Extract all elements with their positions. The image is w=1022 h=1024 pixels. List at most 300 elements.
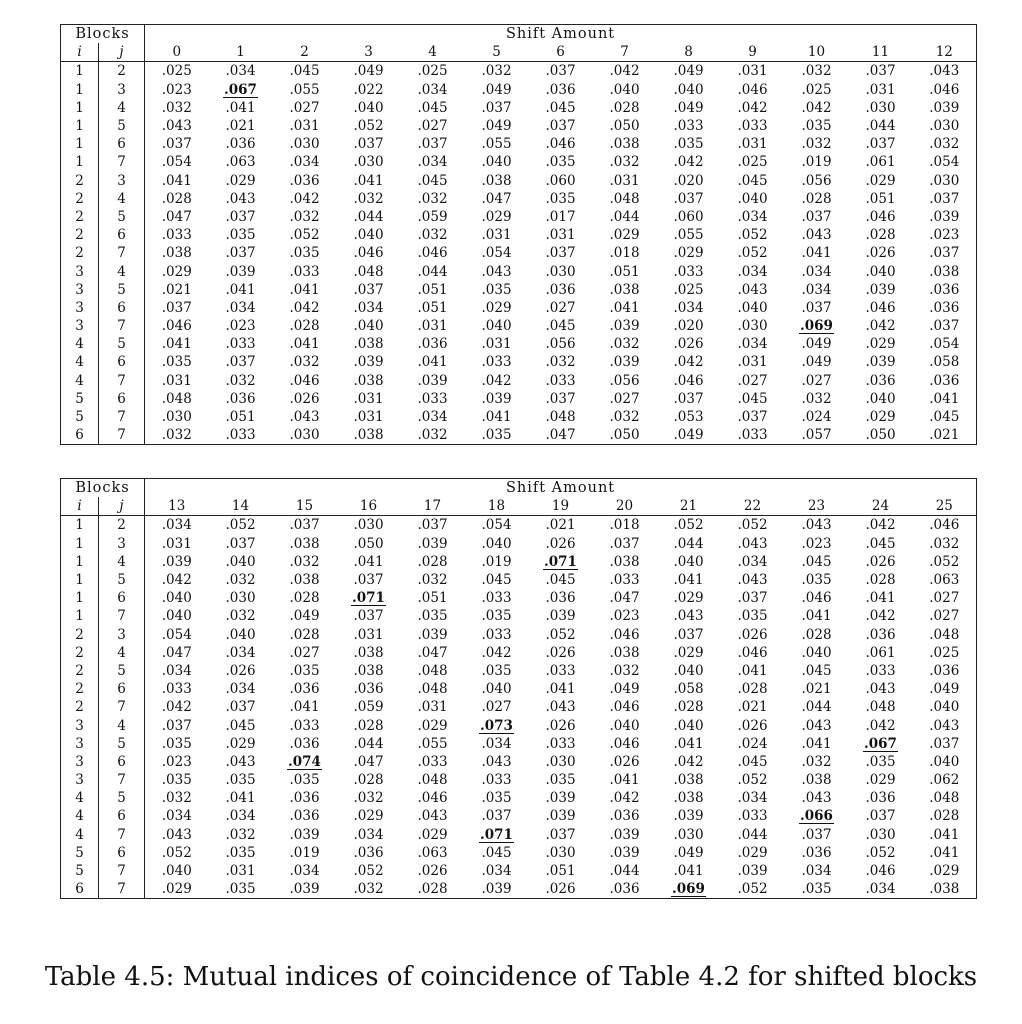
block-j-cell: 3	[99, 81, 145, 99]
value-cell: .042	[801, 99, 832, 116]
table-row	[61, 662, 977, 680]
block-j-cell: 3	[99, 535, 145, 553]
value-cell: .043	[673, 608, 704, 625]
value-cell: .046	[929, 81, 960, 98]
value-cell: .031	[481, 227, 512, 244]
value-cell: .046	[417, 790, 448, 807]
value-cell: .034	[417, 154, 448, 171]
value-cell: .033	[289, 717, 320, 734]
block-j-cell: 3	[99, 172, 145, 190]
value-cell: .053	[673, 409, 704, 426]
value-cell	[273, 753, 337, 771]
value-cell: .025	[673, 281, 704, 298]
value-cell: .043	[481, 263, 512, 280]
shift-amount-header: Shift Amount	[145, 479, 977, 498]
block-i-cell: 2	[75, 227, 84, 244]
value-cell: .049	[673, 844, 704, 861]
value-cell: .040	[145, 862, 209, 880]
value-cell: .030	[353, 154, 384, 171]
value-cell	[849, 735, 913, 753]
value-cell: .025	[801, 81, 832, 98]
value-cell: .040	[481, 154, 512, 171]
value-cell: .037	[145, 299, 209, 317]
value-cell: .037	[801, 208, 832, 225]
value-cell: .046	[929, 517, 960, 534]
value-cell: .029	[417, 826, 448, 843]
value-cell: .040	[929, 699, 960, 716]
value-cell: .045	[929, 409, 960, 426]
value-cell: .043	[481, 753, 512, 770]
value-cell: .046	[145, 317, 209, 335]
value-cell: .041	[865, 590, 896, 607]
value-cell: .034	[145, 662, 209, 680]
value-cell: .049	[353, 63, 384, 80]
value-cell: .028	[737, 681, 768, 698]
value-cell: .037	[417, 517, 448, 534]
value-cell: .041	[289, 281, 320, 298]
value-cell: .052	[737, 227, 768, 244]
value-cell: .035	[289, 245, 320, 262]
value-cell: .023	[929, 227, 960, 244]
table-row	[61, 244, 977, 262]
value-cell: .042	[737, 99, 768, 116]
block-j-cell: 4	[99, 99, 145, 117]
value-cell: .046	[865, 299, 896, 316]
value-cell: .026	[545, 881, 576, 898]
value-cell: .037	[929, 245, 960, 262]
value-cell: .050	[609, 427, 640, 444]
value-cell: .052	[353, 118, 384, 135]
table-row	[61, 807, 977, 825]
value-cell: .031	[417, 318, 448, 335]
value-cell: .035	[545, 154, 576, 171]
value-cell: .043	[801, 717, 832, 734]
table-row	[61, 844, 977, 862]
value-cell: .031	[737, 136, 768, 153]
value-cell: .035	[145, 735, 209, 753]
value-cell: .033	[673, 263, 704, 280]
value-cell: .037	[225, 245, 256, 262]
value-cell: .045	[801, 662, 832, 679]
value-cell: .030	[289, 136, 320, 153]
block-i-cell: 1	[75, 118, 84, 135]
value-cell: .035	[225, 772, 256, 789]
value-cell: .028	[289, 318, 320, 335]
value-cell: .042	[865, 318, 896, 335]
value-cell: .028	[801, 626, 832, 643]
value-cell: .050	[609, 118, 640, 135]
value-cell: .036	[929, 299, 960, 316]
value-cell: .037	[801, 299, 832, 316]
value-cell: .057	[801, 427, 832, 444]
block-i-cell: 2	[75, 699, 84, 716]
value-cell: .041	[145, 335, 209, 353]
value-cell: .049	[673, 63, 704, 80]
value-cell: .033	[545, 735, 576, 752]
value-cell: .019	[289, 844, 320, 861]
value-cell: .033	[673, 118, 704, 135]
value-cell: .036	[865, 372, 896, 389]
value-cell: .031	[289, 118, 320, 135]
value-cell: .039	[609, 354, 640, 371]
value-cell: .027	[481, 699, 512, 716]
j-column-header: j	[99, 43, 145, 62]
value-cell: .036	[225, 390, 256, 407]
value-cell: .039	[929, 208, 960, 225]
value-cell: .032	[417, 427, 448, 444]
value-cell: .037	[225, 208, 256, 225]
value-cell: .034	[673, 299, 704, 316]
value-cell: .023	[145, 753, 209, 771]
value-cell: .047	[609, 590, 640, 607]
value-cell: .040	[145, 589, 209, 607]
value-cell: .026	[225, 662, 256, 679]
value-cell: .026	[865, 245, 896, 262]
table-row	[61, 190, 977, 208]
value-cell: .041	[801, 245, 832, 262]
block-i-cell: 1	[75, 608, 84, 625]
value-cell: .032	[609, 154, 640, 171]
value-cell: .028	[801, 190, 832, 207]
table-row	[61, 426, 977, 445]
value-cell: .039	[289, 826, 320, 843]
value-cell: .041	[353, 172, 384, 189]
blocks-header: Blocks	[75, 26, 130, 43]
value-cell: .029	[481, 299, 512, 316]
coincidence-table-shifts-0-12	[60, 24, 977, 445]
highlighted-value: .074	[288, 753, 321, 770]
table-row	[61, 226, 977, 244]
value-cell: .028	[865, 572, 896, 589]
value-cell: .039	[609, 318, 640, 335]
value-cell: .046	[801, 590, 832, 607]
value-cell: .021	[545, 517, 576, 534]
value-cell: .037	[225, 535, 256, 552]
value-cell: .044	[737, 826, 768, 843]
value-cell: .059	[417, 208, 448, 225]
value-cell: .038	[353, 644, 384, 661]
value-cell: .051	[225, 409, 256, 426]
value-cell: .039	[865, 354, 896, 371]
value-cell: .029	[865, 772, 896, 789]
value-cell: .038	[673, 790, 704, 807]
value-cell: .034	[737, 553, 768, 570]
value-cell: .039	[353, 354, 384, 371]
value-cell: .032	[481, 63, 512, 80]
value-cell: .035	[481, 608, 512, 625]
value-cell: .040	[225, 626, 256, 643]
table-row	[61, 698, 977, 716]
value-cell: .036	[289, 172, 320, 189]
value-cell: .052	[737, 245, 768, 262]
value-cell: .025	[929, 644, 960, 661]
value-cell: .042	[481, 372, 512, 389]
value-cell: .034	[737, 208, 768, 225]
value-cell: .034	[225, 299, 256, 316]
value-cell: .039	[417, 372, 448, 389]
value-cell: .037	[545, 390, 576, 407]
shift-header: 8	[657, 43, 721, 62]
block-i-cell: 4	[75, 354, 84, 371]
value-cell: .026	[609, 753, 640, 770]
value-cell: .037	[353, 281, 384, 298]
shift-header: 18	[465, 497, 529, 516]
value-cell: .041	[417, 354, 448, 371]
block-j-cell: 7	[99, 862, 145, 880]
value-cell: .031	[737, 63, 768, 80]
block-j-cell: 6	[99, 589, 145, 607]
value-cell: .041	[801, 608, 832, 625]
value-cell: .017	[545, 208, 576, 225]
value-cell: .044	[353, 735, 384, 752]
value-cell: .039	[609, 826, 640, 843]
value-cell: .032	[289, 553, 320, 570]
value-cell: .034	[353, 826, 384, 843]
value-cell: .040	[801, 644, 832, 661]
value-cell: .033	[545, 372, 576, 389]
shift-header: 6	[529, 43, 593, 62]
value-cell: .030	[865, 826, 896, 843]
value-cell: .018	[609, 517, 640, 534]
value-cell: .032	[417, 572, 448, 589]
value-cell: .032	[545, 354, 576, 371]
value-cell: .021	[737, 699, 768, 716]
value-cell: .046	[353, 245, 384, 262]
value-cell: .023	[145, 81, 209, 99]
block-i-cell: 4	[75, 336, 84, 353]
value-cell: .036	[929, 281, 960, 298]
value-cell: .049	[609, 681, 640, 698]
value-cell: .034	[737, 790, 768, 807]
value-cell: .046	[737, 81, 768, 98]
value-cell: .045	[289, 63, 320, 80]
table-row	[61, 135, 977, 153]
value-cell: .029	[481, 208, 512, 225]
value-cell: .039	[225, 263, 256, 280]
block-i-cell: 1	[75, 136, 84, 153]
block-i-cell: 2	[75, 681, 84, 698]
shift-header: 16	[337, 497, 401, 516]
value-cell: .056	[609, 372, 640, 389]
block-j-cell: 5	[99, 789, 145, 807]
value-cell: .048	[145, 390, 209, 408]
value-cell: .024	[737, 735, 768, 752]
i-column-header: i	[61, 497, 99, 516]
value-cell: .045	[865, 535, 896, 552]
value-cell: .034	[481, 863, 512, 880]
value-cell: .051	[609, 263, 640, 280]
value-cell: .036	[929, 372, 960, 389]
value-cell: .029	[609, 227, 640, 244]
value-cell: .040	[737, 190, 768, 207]
value-cell: .051	[545, 863, 576, 880]
block-i-cell: 3	[75, 299, 84, 316]
value-cell: .041	[673, 572, 704, 589]
value-cell: .042	[673, 154, 704, 171]
value-cell: .036	[289, 735, 320, 752]
value-cell: .037	[865, 136, 896, 153]
table-row	[61, 680, 977, 698]
block-i-cell: 4	[75, 790, 84, 807]
value-cell: .035	[145, 771, 209, 789]
value-cell: .035	[225, 844, 256, 861]
value-cell: .036	[289, 808, 320, 825]
value-cell: .043	[801, 227, 832, 244]
shift-header: 4	[401, 43, 465, 62]
value-cell: .032	[801, 63, 832, 80]
value-cell: .029	[865, 336, 896, 353]
value-cell: .036	[353, 844, 384, 861]
value-cell: .042	[673, 354, 704, 371]
value-cell: .030	[673, 826, 704, 843]
block-i-cell: 2	[75, 172, 84, 189]
value-cell: .035	[225, 881, 256, 898]
value-cell: .052	[737, 772, 768, 789]
value-cell: .031	[145, 372, 209, 390]
value-cell: .036	[865, 626, 896, 643]
shift-header: 1	[209, 43, 273, 62]
value-cell: .052	[737, 881, 768, 898]
value-cell: .036	[609, 881, 640, 898]
value-cell: .031	[417, 699, 448, 716]
value-cell: .042	[865, 517, 896, 534]
highlighted-value: .069	[672, 881, 705, 898]
value-cell: .032	[145, 789, 209, 807]
value-cell: .042	[289, 299, 320, 316]
value-cell: .021	[801, 681, 832, 698]
highlighted-value: .071	[544, 553, 577, 570]
highlighted-value: .073	[480, 717, 513, 734]
shift-header: 15	[273, 497, 337, 516]
value-cell: .043	[737, 281, 768, 298]
block-i-cell: 3	[75, 318, 84, 335]
block-j-cell: 4	[99, 553, 145, 571]
value-cell: .055	[289, 81, 320, 98]
value-cell: .044	[353, 208, 384, 225]
value-cell: .035	[289, 662, 320, 679]
value-cell	[657, 880, 721, 899]
shift-header: 17	[401, 497, 465, 516]
value-cell: .030	[545, 844, 576, 861]
value-cell: .025	[145, 62, 209, 81]
value-cell: .037	[481, 808, 512, 825]
value-cell: .034	[801, 263, 832, 280]
value-cell: .039	[545, 808, 576, 825]
highlighted-value: .069	[800, 318, 833, 335]
shift-header: 7	[593, 43, 657, 62]
value-cell: .049	[673, 99, 704, 116]
value-cell: .028	[289, 590, 320, 607]
value-cell: .041	[481, 409, 512, 426]
value-cell: .033	[481, 354, 512, 371]
value-cell: .052	[929, 553, 960, 570]
value-cell: .038	[929, 881, 960, 898]
value-cell: .058	[929, 354, 960, 371]
value-cell: .054	[929, 154, 960, 171]
value-cell: .035	[865, 753, 896, 770]
value-cell: .043	[145, 826, 209, 844]
value-cell: .037	[353, 136, 384, 153]
value-cell: .040	[481, 681, 512, 698]
value-cell: .034	[737, 336, 768, 353]
value-cell: .049	[801, 354, 832, 371]
value-cell: .040	[609, 717, 640, 734]
value-cell: .035	[481, 281, 512, 298]
block-j-cell: 6	[99, 844, 145, 862]
block-j-cell: 4	[99, 644, 145, 662]
value-cell: .039	[289, 881, 320, 898]
value-cell: .048	[417, 772, 448, 789]
value-cell: .041	[225, 790, 256, 807]
value-cell: .052	[145, 844, 209, 862]
value-cell: .042	[865, 717, 896, 734]
value-cell: .049	[481, 118, 512, 135]
value-cell: .052	[289, 227, 320, 244]
value-cell: .025	[417, 63, 448, 80]
value-cell: .040	[929, 753, 960, 770]
value-cell: .046	[545, 136, 576, 153]
j-column-header: j	[99, 497, 145, 516]
value-cell: .043	[929, 717, 960, 734]
block-j-cell: 7	[99, 153, 145, 171]
value-cell: .063	[225, 154, 256, 171]
value-cell: .035	[801, 118, 832, 135]
shift-header: 20	[593, 497, 657, 516]
table-caption: Table 4.5: Mutual indices of coincidence of Table 4.2 for shifted blocks	[44, 962, 978, 992]
value-cell: .041	[673, 735, 704, 752]
value-cell: .040	[737, 299, 768, 316]
value-cell: .063	[929, 572, 960, 589]
value-cell: .035	[417, 608, 448, 625]
value-cell: .034	[225, 681, 256, 698]
value-cell: .034	[145, 516, 209, 535]
value-cell: .036	[353, 681, 384, 698]
value-cell: .047	[145, 644, 209, 662]
value-cell: .041	[929, 844, 960, 861]
coincidence-table-shifts-13-25	[60, 478, 977, 899]
value-cell: .039	[417, 535, 448, 552]
block-j-cell: 6	[99, 299, 145, 317]
value-cell: .038	[801, 772, 832, 789]
value-cell: .034	[225, 644, 256, 661]
value-cell: .052	[865, 844, 896, 861]
block-i-cell: 4	[75, 372, 84, 389]
value-cell: .028	[289, 626, 320, 643]
shift-header: 22	[721, 497, 785, 516]
value-cell: .051	[865, 190, 896, 207]
value-cell: .026	[545, 717, 576, 734]
table-row	[61, 553, 977, 571]
table-row	[61, 172, 977, 190]
value-cell: .039	[737, 863, 768, 880]
value-cell: .035	[737, 608, 768, 625]
value-cell: .040	[481, 535, 512, 552]
block-j-cell: 7	[99, 244, 145, 262]
value-cell: .042	[609, 63, 640, 80]
value-cell: .038	[353, 662, 384, 679]
value-cell: .032	[353, 881, 384, 898]
value-cell: .047	[417, 644, 448, 661]
value-cell: .027	[289, 644, 320, 661]
value-cell: .029	[673, 590, 704, 607]
value-cell: .037	[225, 354, 256, 371]
value-cell: .042	[289, 190, 320, 207]
value-cell: .032	[289, 208, 320, 225]
value-cell: .039	[673, 808, 704, 825]
value-cell: .029	[145, 262, 209, 280]
value-cell: .029	[417, 717, 448, 734]
value-cell: .023	[801, 535, 832, 552]
